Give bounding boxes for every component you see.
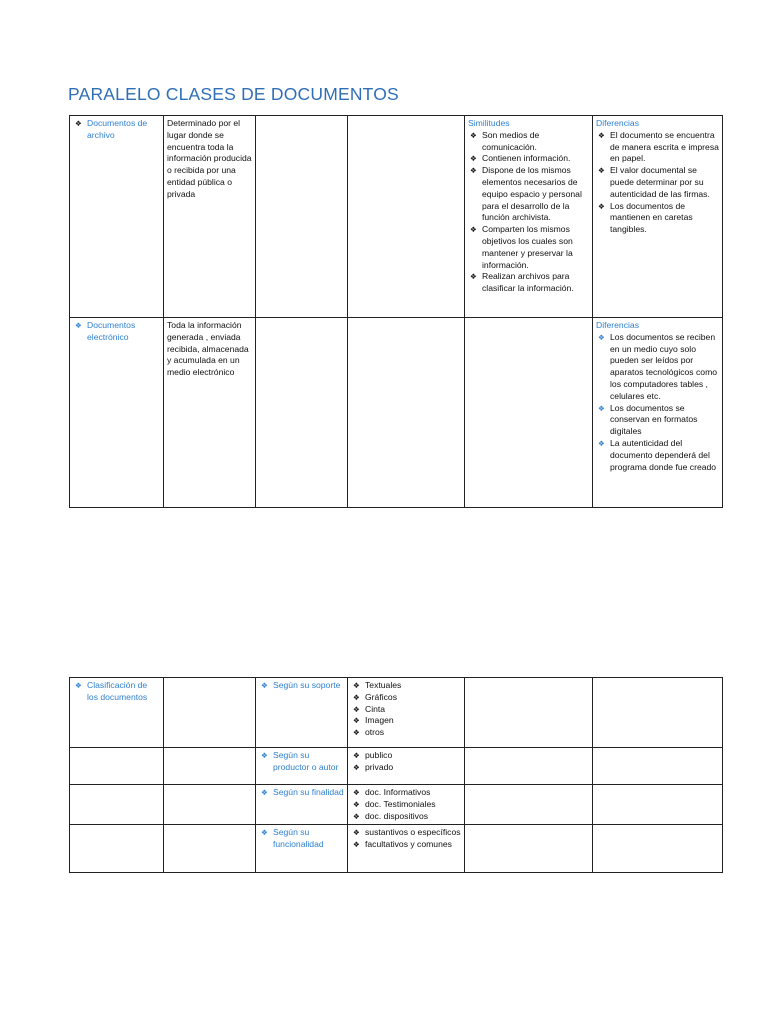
- definition-cell: [164, 116, 256, 318]
- empty-cell: [164, 785, 256, 825]
- empty-cell: [593, 678, 723, 748]
- definition-text: Toda la información generada , enviada recibida, almacenada y acumulada en un medio electrónico: [167, 320, 249, 378]
- criterion-label: ❖ Según su soporte: [259, 680, 344, 692]
- diferencias-cell: [593, 318, 723, 508]
- diferencias-cell: [593, 116, 723, 318]
- list-item: ❖ Los documentos de mantienen en caretas tangibles.: [596, 201, 719, 236]
- empty-cell: [593, 785, 723, 825]
- comparison-table: [69, 115, 723, 508]
- list-item: ❖ Textuales: [351, 680, 461, 692]
- empty-cell: [465, 678, 593, 748]
- empty-cell: [70, 785, 164, 825]
- table-row: [70, 678, 723, 748]
- criterion-label: ❖ Según su funcionalidad: [259, 827, 344, 851]
- diferencias-heading: Diferencias: [596, 320, 639, 330]
- empty-cell: [593, 748, 723, 785]
- items-list: [351, 750, 461, 774]
- list-item: ❖ Dispone de los mismos elementos necesarios de equipo espacio y personal para el desarrollo de la función archivista.: [468, 165, 589, 224]
- definition-cell: [164, 318, 256, 508]
- list-item: ❖ Son medios de comunicación.: [468, 130, 589, 154]
- empty-cell: [465, 748, 593, 785]
- empty-cell: [70, 825, 164, 873]
- list-item: ❖ Los documentos se reciben en un medio cuyo solo pueden ser leídos por aparatos tecnológicos como los computadores tables , celulares etc.: [596, 332, 719, 403]
- list-item: ❖ Comparten los mismos objetivos los cuales son mantener y preservar la información.: [468, 224, 589, 271]
- items-cell: [348, 785, 465, 825]
- similitudes-cell: [465, 116, 593, 318]
- list-item: ❖ privado: [351, 762, 461, 774]
- items-cell: [348, 748, 465, 785]
- empty-cell: [348, 318, 465, 508]
- empty-cell: [256, 318, 348, 508]
- list-item: ❖ sustantivos o específicos: [351, 827, 461, 839]
- list-item: ❖ La autenticidad del documento dependerá del programa donde fue creado: [596, 438, 719, 473]
- list-item: ❖ otros: [351, 727, 461, 739]
- items-cell: [348, 825, 465, 873]
- list-item: ❖ Cinta: [351, 704, 461, 716]
- classification-label: ❖ Clasificación de los documentos: [73, 680, 160, 704]
- items-list: [351, 827, 461, 851]
- similitudes-heading: Similitudes: [468, 118, 510, 128]
- doc-type-electronico: ❖ Documentos electrónico: [73, 320, 160, 344]
- type-cell: [70, 318, 164, 508]
- definition-text: Determinado por el lugar donde se encuentra toda la información producida o recibida por una entidad pública o privada: [167, 118, 252, 199]
- criterion-cell: [256, 678, 348, 748]
- table-row: [70, 748, 723, 785]
- table-row: [70, 825, 723, 873]
- type-cell: [70, 116, 164, 318]
- list-item: ❖ Los documentos se conservan en formatos digitales: [596, 403, 719, 438]
- classification-cell: [70, 678, 164, 748]
- diferencias-heading: Diferencias: [596, 118, 639, 128]
- empty-cell: [164, 825, 256, 873]
- list-item: ❖ publico: [351, 750, 461, 762]
- items-cell: [348, 678, 465, 748]
- items-list: [351, 680, 461, 739]
- page-title: PARALELO CLASES DE DOCUMENTOS: [68, 84, 399, 104]
- similitudes-list: [468, 130, 589, 295]
- criterion-cell: [256, 748, 348, 785]
- empty-cell: [465, 318, 593, 508]
- criterion-label: ❖ Según su productor o autor: [259, 750, 344, 774]
- list-item: ❖ doc. dispositivos: [351, 811, 461, 823]
- empty-cell: [256, 116, 348, 318]
- items-list: [351, 787, 461, 822]
- empty-cell: [164, 678, 256, 748]
- diferencias-list: [596, 332, 719, 474]
- empty-cell: [465, 825, 593, 873]
- list-item: ❖ Contienen información.: [468, 153, 589, 165]
- empty-cell: [348, 116, 465, 318]
- empty-cell: [465, 785, 593, 825]
- table-row: [70, 318, 723, 508]
- list-item: ❖ Gráficos: [351, 692, 461, 704]
- list-item: ❖ El documento se encuentra de manera escrita e impresa en papel.: [596, 130, 719, 165]
- list-item: ❖ doc. Testimoniales: [351, 799, 461, 811]
- empty-cell: [70, 748, 164, 785]
- list-item: ❖ doc. Informativos: [351, 787, 461, 799]
- list-item: ❖ El valor documental se puede determinar por su autenticidad de las firmas.: [596, 165, 719, 200]
- criterion-cell: [256, 825, 348, 873]
- list-item: ❖ facultativos y comunes: [351, 839, 461, 851]
- diferencias-list: [596, 130, 719, 236]
- table-row: [70, 785, 723, 825]
- classification-table: [69, 677, 723, 873]
- empty-cell: [593, 825, 723, 873]
- criterion-label: ❖ Según su finalidad: [259, 787, 344, 799]
- criterion-cell: [256, 785, 348, 825]
- doc-type-archivo: ❖ Documentos de archivo: [73, 118, 160, 142]
- empty-cell: [164, 748, 256, 785]
- list-item: ❖ Realizan archivos para clasificar la información.: [468, 271, 589, 295]
- list-item: ❖ Imagen: [351, 715, 461, 727]
- table-row: [70, 116, 723, 318]
